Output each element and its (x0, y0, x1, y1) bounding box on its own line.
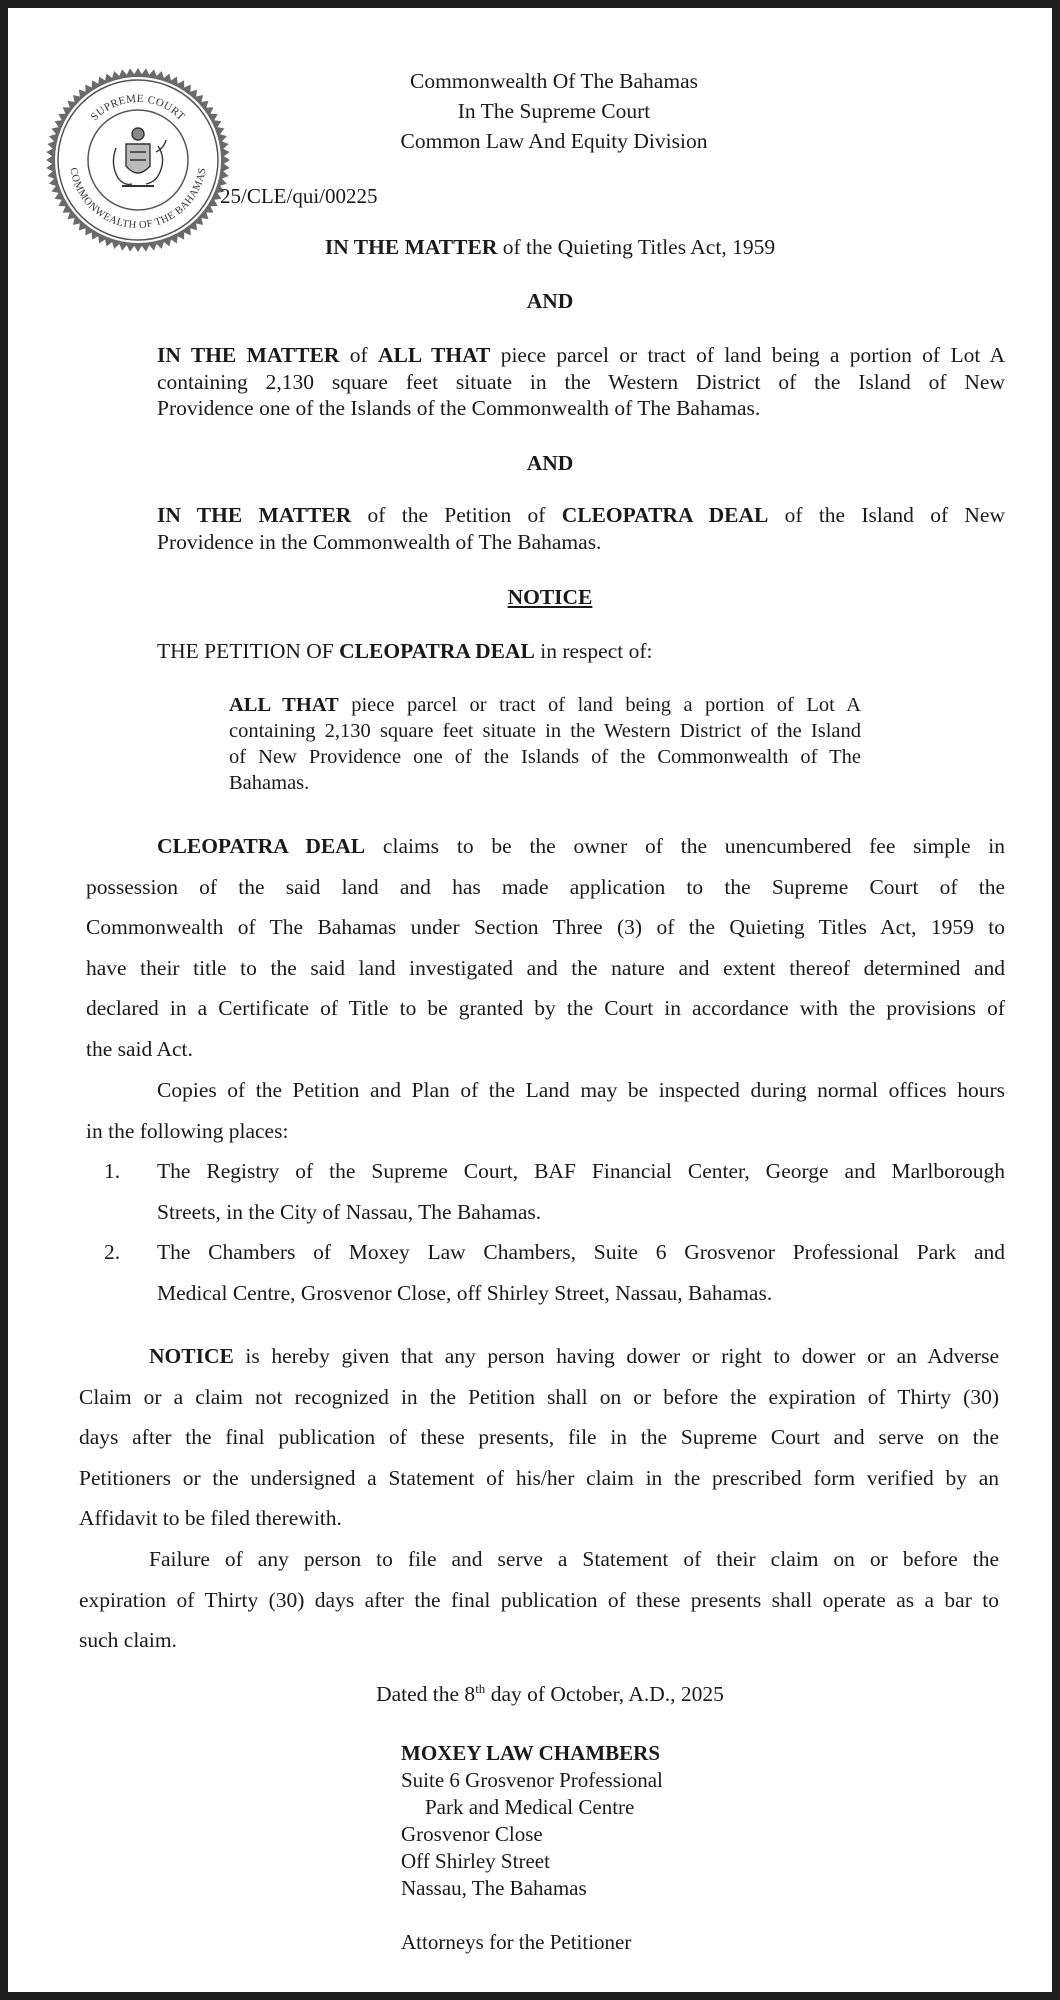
and-separator: AND (526, 289, 574, 313)
seal-bottom-text: COMMONWEALTH OF THE BAHAMAS (67, 166, 209, 232)
claim-paragraph: CLEOPATRA DEAL claims to be the owner of the unencumbered fee simple in possession of the said land and has made application to the Supreme Court of the Commonwealth of The Bahamas under Section Three (3) of the Quieting Titles Act, 1959 to have their title to the said land investigated and the nature and extent thereof determined and declared in a Certificate of Title to be granted by the Court in accordance with the provisions of the said Act. (86, 834, 1005, 1061)
matter-petition: IN THE MATTER of the Petition of CLEOPATRA DEAL of the Island of New Providence in the Commonwealth of The Bahamas. (157, 503, 1005, 554)
seal-top-text: SUPREME COURT (88, 92, 188, 124)
list-item: The Registry of the Supreme Court, BAF Financial Center, George and Marlborough Streets, in the City of Nassau, The Bahamas. (157, 1159, 1005, 1224)
matter-quieting-titles: IN THE MATTER of the Quieting Titles Act, 1959 (324, 235, 776, 259)
failure-paragraph: Failure of any person to file and serve a Statement of their claim on or before the expiration of Thirty (30) days after the final publication of these presents shall operate as a bar to such claim. (79, 1547, 999, 1652)
and-separator-2: AND (526, 451, 574, 475)
list-number: 1. (104, 1159, 121, 1183)
supreme-court-seal-icon (46, 68, 230, 252)
copies-paragraph: Copies of the Petition and Plan of the Land may be inspected during normal offices hours in the following places: (86, 1078, 1005, 1143)
petition-intro: THE PETITION OF CLEOPATRA DEAL in respect of: (157, 639, 653, 663)
firm-address: MOXEY LAW CHAMBERS Suite 6 Grosvenor Professional Park and Medical Centre Grosvenor Close Off Shirley Street Nassau, The Bahamas (401, 1740, 821, 1902)
matter-lead: IN THE MATTER (324, 235, 498, 259)
header-division: Common Law And Equity Division (400, 129, 708, 153)
petitioner-name: CLEOPATRA DEAL (561, 503, 769, 527)
matter-land-description: IN THE MATTER of ALL THAT piece parcel or tract of land being a portion of Lot A containing 2,130 square feet situate in the Western District of the Island of New Providence one of the Islands of the Commonwealth of The Bahamas. (157, 343, 1005, 420)
case-number: 25/CLE/qui/00225 (220, 184, 378, 208)
notice-page (8, 8, 1052, 1992)
notice-paragraph: NOTICE is hereby given that any person having dower or right to dower or an Adverse Claim or a claim not recognized in the Petition shall on or before the expiration of Thirty (30) days after the final publication of these presents, file in the Supreme Court and serve on the Petitioners or the undersigned a Statement of his/her claim in the prescribed form verified by an Affidavit to be filed therewith. (79, 1344, 999, 1530)
firm-name: MOXEY LAW CHAMBERS (401, 1741, 661, 1765)
property-description: ALL THAT piece parcel or tract of land being a portion of Lot A containing 2,130 square feet situate in the Western District of the Island of New Providence one of the Islands of the Commonwealth of The Bahamas. (229, 694, 861, 794)
notice-heading: NOTICE (507, 585, 593, 609)
header-court: In The Supreme Court (457, 99, 651, 123)
attorneys-line: Attorneys for the Petitioner (401, 1930, 632, 1954)
list-item: The Chambers of Moxey Law Chambers, Suite 6 Grosvenor Professional Park and Medical Centre, Grosvenor Close, off Shirley Street, Nassau, Bahamas. (157, 1240, 1005, 1305)
court-header (354, 66, 754, 156)
header-jurisdiction: Commonwealth Of The Bahamas (409, 69, 698, 93)
list-number: 2. (104, 1240, 121, 1264)
dated-line: Dated the 8th day of October, A.D., 2025 (376, 1681, 724, 1707)
